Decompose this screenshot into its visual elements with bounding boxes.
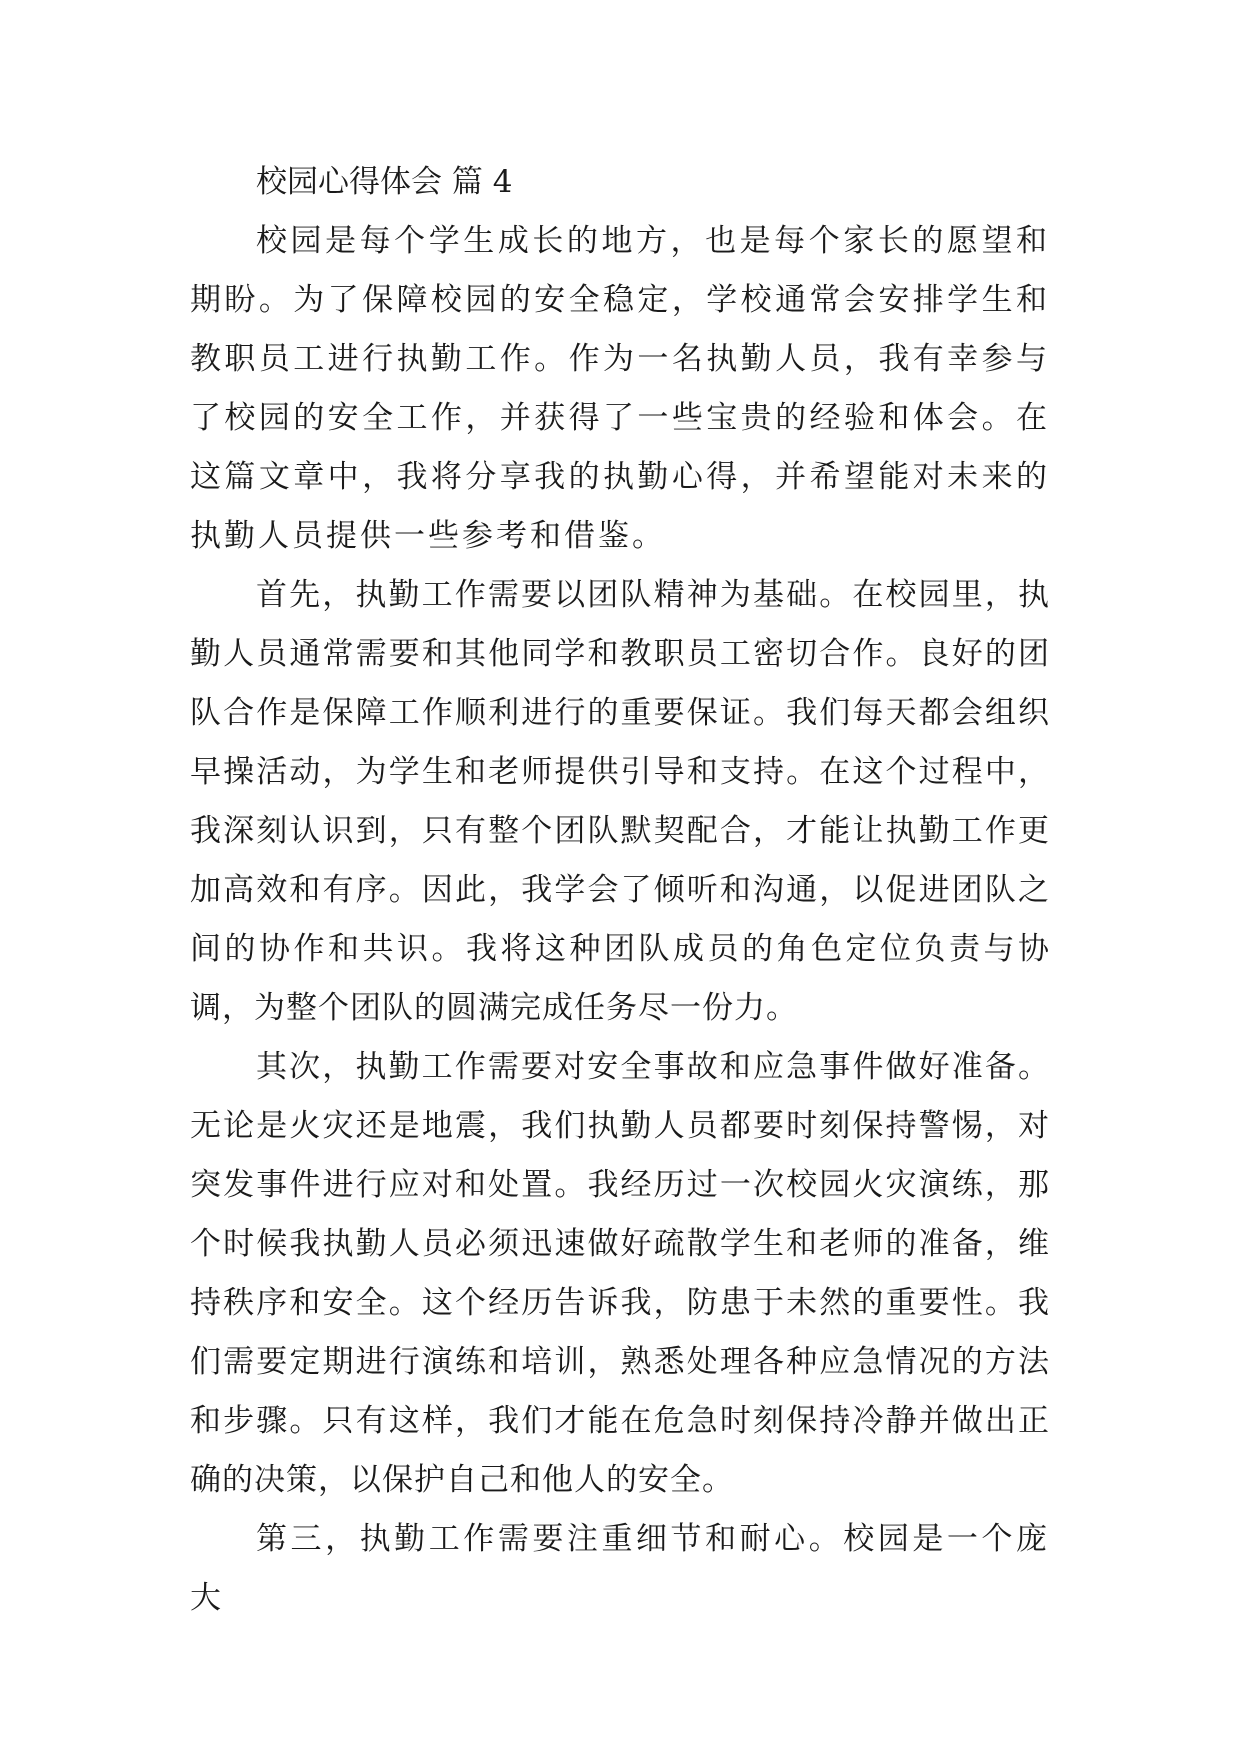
document-title: 校园心得体会 篇 4: [256, 164, 513, 200]
paragraph-teamwork: 首先，执勤工作需要以团队精神为基础。在校园里，执勤人员通常需要和其他同学和教职员工密切合作。良好的团队合作是保障工作顺利进行的重要保证。我们每天都会组织早操活动，为学生和老师提供引导和支持。在这个过程中，我深刻认识到，只有整个团队默契配合，才能让执勤工作更加高效和有序。因此，我学会了倾听和沟通，以促进团队之间的协作和共识。我将这种团队成员的角色定位负责与协调，为整个团队的圆满完成任务尽一份力。: [190, 577, 1050, 1026]
document-body: [190, 152, 1050, 1628]
paragraph-emergency: 其次，执勤工作需要对安全事故和应急事件做好准备。无论是火灾还是地震，我们执勤人员都要时刻保持警惕，对突发事件进行应对和处置。我经历过一次校园火灾演练，那个时候我执勤人员必须迅速做好疏散学生和老师的准备，维持秩序和安全。这个经历告诉我，防患于未然的重要性。我们需要定期进行演练和培训，熟悉处理各种应急情况的方法和步骤。只有这样，我们才能在危急时刻保持冷静并做出正确的决策，以保护自己和他人的安全。: [190, 1049, 1050, 1498]
paragraph-details: 第三，执勤工作需要注重细节和耐心。校园是一个庞大: [190, 1521, 1050, 1616]
paragraph-intro: 校园是每个学生成长的地方，也是每个家长的愿望和期盼。为了保障校园的安全稳定，学校通常会安排学生和教职员工进行执勤工作。作为一名执勤人员，我有幸参与了校园的安全工作，并获得了一些宝贵的经验和体会。在这篇文章中，我将分享我的执勤心得，并希望能对未来的执勤人员提供一些参考和借鉴。: [190, 223, 1050, 554]
